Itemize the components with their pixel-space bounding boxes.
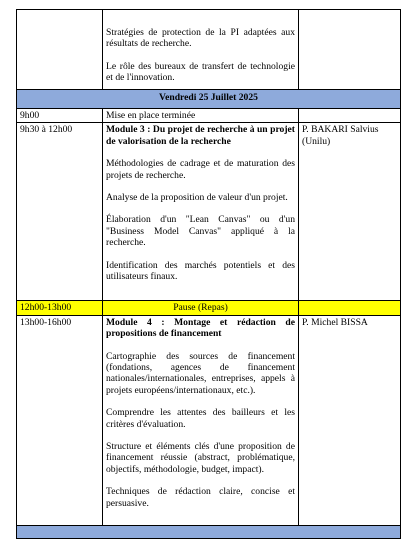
- content-paragraph: Élaboration d'un "Lean Canvas" ou d'un "Business Model Canvas" appliqué à la recherche.: [106, 214, 295, 249]
- footer-row: [17, 525, 401, 538]
- module-title: Module 3 : Du projet de recherche à un projet de valorisation de la recherche: [106, 124, 295, 147]
- content-paragraph: Identification des marchés potentiels et des utilisateurs finaux.: [106, 259, 295, 283]
- table-row: [17, 10, 401, 90]
- content-paragraph: Techniques de rédaction claire, concise et persuasive.: [106, 486, 295, 509]
- time-cell: 13h00-16h00: [17, 315, 103, 525]
- day-header: Vendredi 25 Juillet 2025: [17, 90, 401, 109]
- day-header-row: [17, 90, 401, 109]
- content-paragraph: Méthodologies de cadrage et de maturation des projets de recherche.: [106, 158, 295, 181]
- speaker-cell: [299, 10, 401, 90]
- time-cell: 12h00-13h00: [17, 301, 103, 315]
- pause-label: Pause (Repas): [103, 301, 299, 315]
- table-row: [17, 315, 401, 525]
- content-paragraph: Structure et éléments clés d'une proposition de financement réussie (abstract, problématique, objectifs, méthodologie, budget, impact).: [106, 441, 295, 475]
- content-paragraph: Stratégies de protection de la PI adaptées aux résultats de recherche.: [106, 27, 295, 50]
- program-document: [16, 9, 400, 539]
- content-cell: [103, 123, 299, 301]
- content-paragraph: Cartographie des sources de financement (fondations, agences de financement nationales/internationales, entreprises, appels à projets européens/internationaux, etc.).: [106, 350, 295, 396]
- content-cell: [103, 315, 299, 525]
- speaker-cell: P. Michel BISSA: [299, 315, 401, 525]
- content-paragraph: Analyse de la proposition de valeur d'un projet.: [106, 192, 288, 204]
- time-cell: [17, 10, 103, 90]
- time-cell: 9h00: [17, 109, 103, 123]
- speaker-cell: [299, 301, 401, 315]
- content-paragraph: Comprendre les attentes des bailleurs et les critères d'évaluation.: [106, 407, 295, 430]
- time-cell: 9h30 à 12h00: [17, 123, 103, 301]
- content-paragraph: Le rôle des bureaux de transfert de technologie et de l'innovation.: [106, 60, 295, 84]
- content-cell: [103, 10, 299, 90]
- pause-row: [17, 301, 401, 315]
- speaker-cell: [299, 109, 401, 123]
- module-title: Module 4 : Montage et rédaction de propositions de financement: [106, 316, 295, 340]
- speaker-cell: P. BAKARI Salvius (Unilu): [299, 123, 401, 301]
- table-row: [17, 123, 401, 301]
- footer-bar: [17, 525, 401, 538]
- content-cell: Mise en place terminée: [103, 109, 299, 123]
- program-table: [16, 9, 401, 539]
- table-row: [17, 109, 401, 123]
